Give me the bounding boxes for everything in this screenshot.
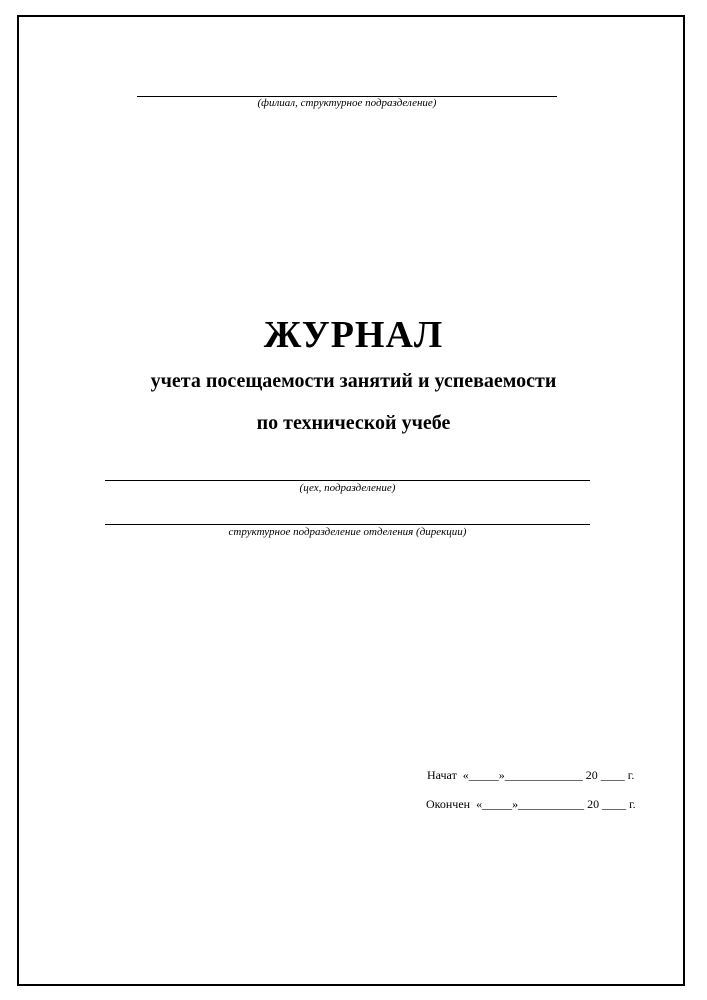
division-underline (105, 524, 590, 525)
journal-title: ЖУРНАЛ (263, 314, 444, 356)
journal-subtitle-line2: по технической учебе (256, 412, 451, 434)
workshop-underline (105, 480, 590, 481)
branch-caption: (филиал, структурное подразделение) (257, 97, 437, 109)
journal-subtitle-line1: учета посещаемости занятий и успеваемости (150, 370, 557, 392)
page-border (17, 15, 685, 986)
date-started: Начат «_____»_____________ 20 ____ г. (427, 768, 635, 782)
workshop-caption: (цех, подразделение) (299, 482, 396, 494)
division-caption: структурное подразделение отделения (дирекции) (228, 526, 467, 538)
date-finished: Окончен «_____»___________ 20 ____ г. (426, 797, 636, 811)
